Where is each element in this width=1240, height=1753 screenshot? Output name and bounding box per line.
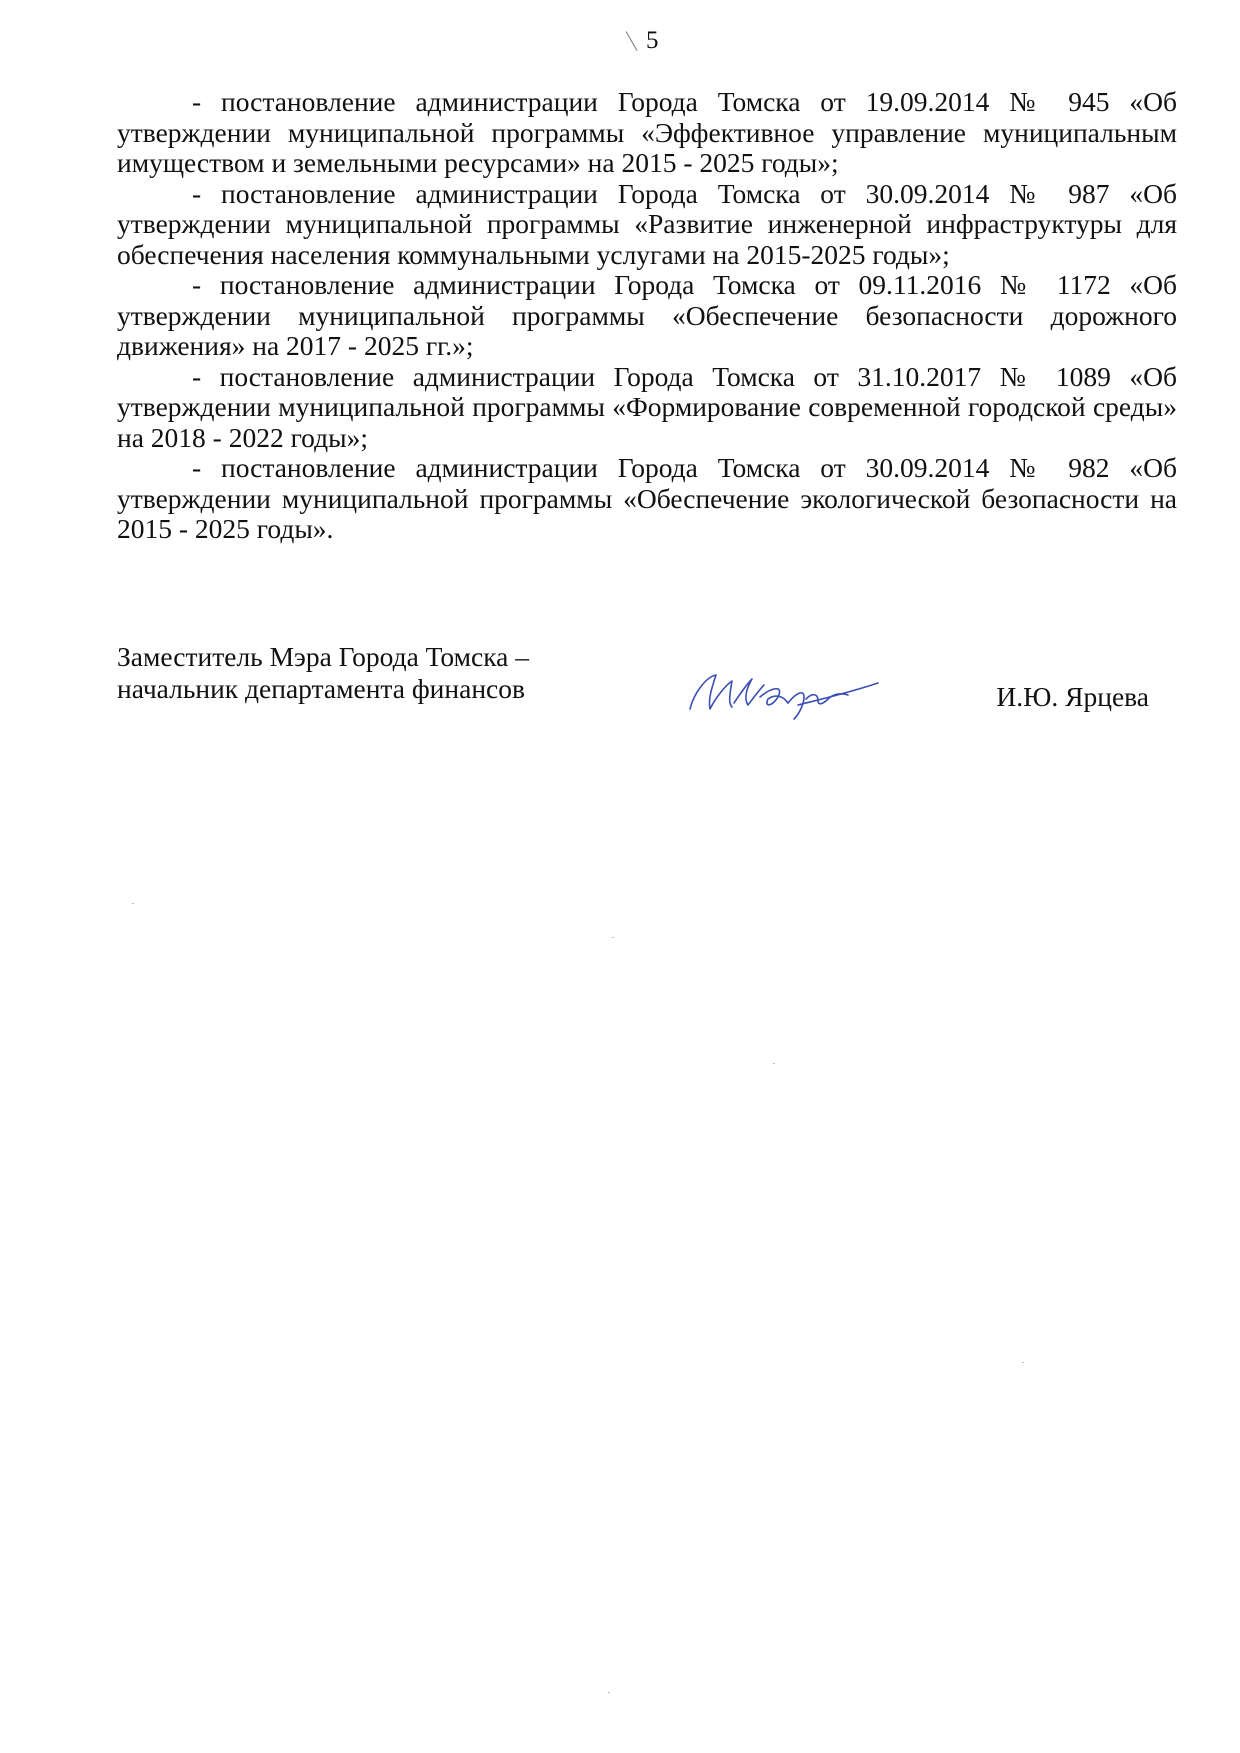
- handwritten-signature: [672, 663, 952, 723]
- scan-speck: [612, 937, 614, 938]
- signature-block: [117, 641, 1177, 721]
- list-item: - постановление администрации Города Томска от 30.09.2014 № 982 «Об утверждении муниципальной программы «Обеспечение экологической безопасности на 2015 - 2025 годы».: [117, 452, 1177, 544]
- scan-speck: [1022, 1362, 1024, 1363]
- list-item: - постановление администрации Города Томска от 09.11.2016 № 1172 «Об утверждении муниципальной программы «Обеспечение безопасности дорожного движения» на 2017 - 2025 гг.»;: [117, 269, 1177, 361]
- scan-speck: [773, 1063, 775, 1064]
- scan-speck: [132, 903, 134, 904]
- page-number: 5: [646, 27, 659, 54]
- signer-title-line-2: начальник департамента финансов: [117, 673, 525, 704]
- signer-name: И.Ю. Ярцева: [996, 681, 1149, 712]
- list-item: - постановление администрации Города Томска от 30.09.2014 № 987 «Об утверждении муниципальной программы «Развитие инженерной инфраструктуры для обеспечения населения коммунальными услугами на 2015-2025 годы»;: [117, 177, 1177, 270]
- signer-title: [117, 641, 529, 705]
- document-body: [117, 87, 1177, 545]
- signer-title-line-1: Заместитель Мэра Города Томска –: [117, 641, 530, 672]
- list-item: - постановление администрации Города Томска от 31.10.2017 № 1089 «Об утверждении муниципальной программы «Формирование современной городской среды» на 2018 - 2022 годы»;: [117, 360, 1177, 453]
- list-item: - постановление администрации Города Томска от 19.09.2014 № 945 «Об утверждении муниципальной программы «Эффективное управление муниципальным имуществом и земельными ресурсами» на 2015 - 2025 годы»;: [117, 86, 1177, 178]
- scan-speck: [608, 1692, 610, 1693]
- scan-mark: [626, 31, 638, 51]
- signature-strokes: [690, 675, 878, 719]
